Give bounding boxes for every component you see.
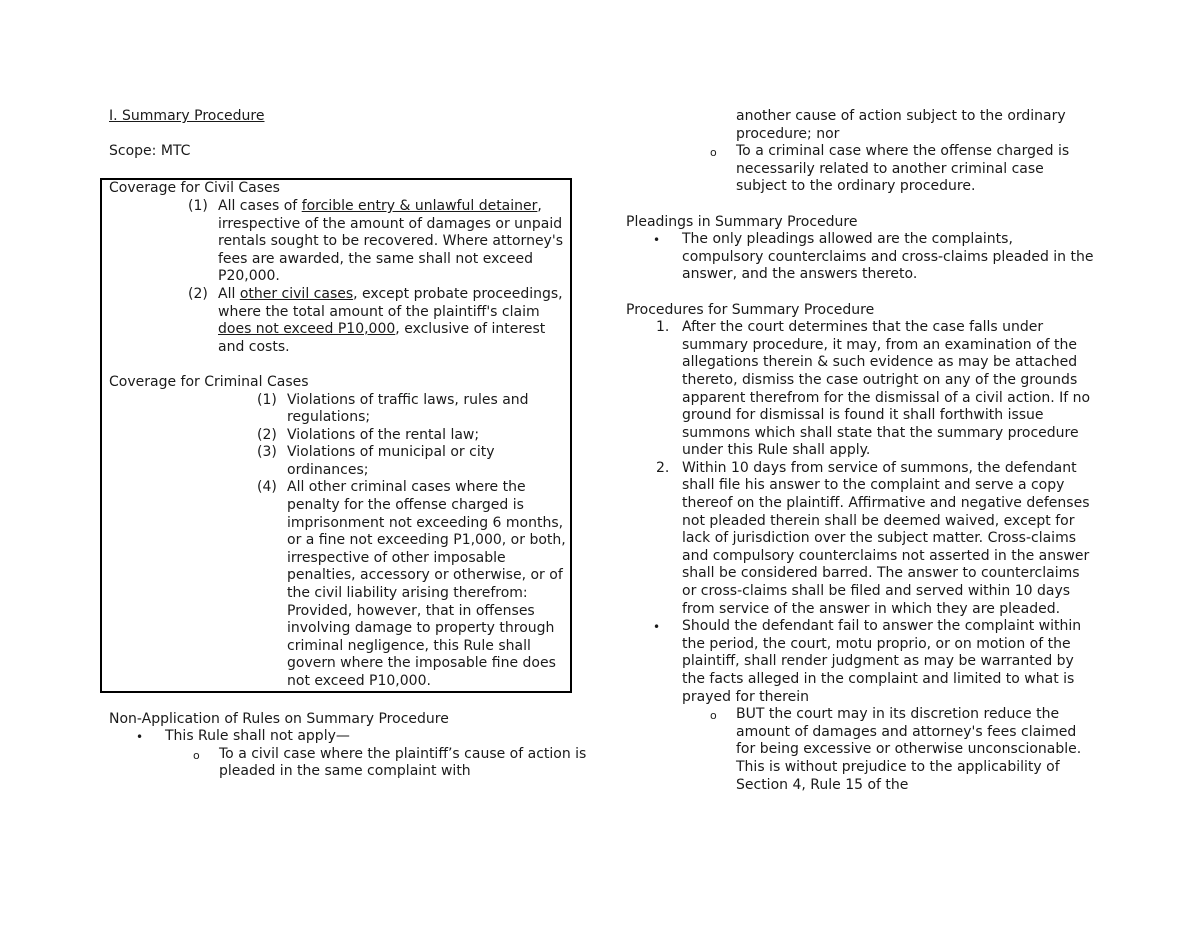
criminal-item-text: Violations of traffic laws, rules and regulations; <box>287 391 529 426</box>
pleadings-bullet <box>626 231 1096 284</box>
procedures-title: Procedures for Summary Procedure <box>626 301 875 318</box>
civil-item-emphasis: other civil cases <box>239 285 354 302</box>
procedure-item-1 <box>626 319 1096 460</box>
criminal-item-4 <box>109 479 570 690</box>
sub-bullet-marker: o <box>710 146 717 160</box>
criminal-item-marker: (1) <box>257 391 277 408</box>
continued-subitem <box>626 108 1096 143</box>
sub-bullet-marker: o <box>193 748 200 762</box>
criminal-item-text: Violations of municipal or city ordinances; <box>287 444 495 478</box>
civil-item-1 <box>109 198 570 286</box>
number-marker: 2. <box>656 459 670 476</box>
section-heading: I. Summary Procedure <box>109 108 265 124</box>
criminal-item-3 <box>109 444 570 479</box>
civil-item-text: , exclusive of interest and costs. <box>218 321 546 355</box>
bullet-marker: • <box>136 730 144 745</box>
number-marker: 1. <box>656 319 670 336</box>
bullet-text: The only pleadings allowed are the complaints, compulsory counterclaims and cross-claims pleaded in the answer, and the answers thereto. <box>682 231 1094 283</box>
civil-item-text: , except probate proceedings, where the total amount of the plaintiff's claim <box>218 285 563 320</box>
bullet-text: Should the defendant fail to answer the complaint within the period, the court, motu proprio, or on motion of the plaintiff, shall render judgment as may be warranted by the facts alleged in the complaint and limited to what is prayed for therein <box>682 618 1082 705</box>
left-column <box>109 108 589 781</box>
bullet-marker: • <box>653 620 661 635</box>
civil-item-text: , irrespective of the amount of damages or unpaid rentals sought to be recovered. Where attorney's fees are awarded, the same shall not exceed P20,000. <box>218 197 563 285</box>
criminal-item-marker: (2) <box>257 426 277 443</box>
procedure-text: Within 10 days from service of summons, the defendant shall file his answer to the complaint and serve a copy thereof on the plaintiff. Affirmative and negative defenses not pleaded therein shall be deemed waived, except for lack of jurisdiction over the subject matter. Cross-claims and compulsory counterclaims not asserted in the answer shall be considered barred. The answer to counterclaims or cross-claims shall be filed and served within 10 days from service of the answer in which they are pleaded. <box>682 459 1090 617</box>
sub-bullet-marker: o <box>710 709 717 723</box>
civil-item-marker: (2) <box>188 285 208 302</box>
coverage-box <box>100 178 572 692</box>
non-application-title: Non-Application of Rules on Summary Procedure <box>109 710 449 727</box>
criminal-item-2 <box>109 427 570 445</box>
criminal-item-marker: (3) <box>257 444 277 461</box>
criminal-coverage-title: Coverage for Criminal Cases <box>109 373 309 390</box>
discretion-subitem <box>626 706 1096 794</box>
civil-item-text: All <box>218 285 240 302</box>
sub-bullet-text: To a civil case where the plaintiff’s cause of action is pleaded in the same complaint with <box>219 745 587 780</box>
criminal-item-1 <box>109 392 570 427</box>
civil-item-2 <box>109 286 570 356</box>
default-judgment-bullet <box>626 618 1096 706</box>
bullet-text: This Rule shall not apply— <box>165 728 350 745</box>
criminal-item-text: All other criminal cases where the penalty for the offense charged is imprisonment not exceeding 6 months, or a fine not exceeding P1,000, or both, irrespective of other imposable penalties, accessory or otherwise, or of the civil liability arising therefrom: Provided, however, that in offenses involving damage to property through criminal negligence, this Rule shall govern where the imposable fine does not exceed P10,000. <box>287 479 566 689</box>
continued-text: another cause of action subject to the ordinary procedure; nor <box>736 108 1066 142</box>
non-application-subitem <box>109 746 589 781</box>
civil-coverage-title: Coverage for Civil Cases <box>109 180 280 197</box>
bullet-marker: • <box>653 233 661 248</box>
civil-item-marker: (1) <box>188 197 208 214</box>
pleadings-title: Pleadings in Summary Procedure <box>626 213 858 230</box>
procedure-text: After the court determines that the case falls under summary procedure, it may, from an examination of the allegations therein & such evidence as may be attached thereto, dismiss the case outright on any of the grounds apparent therefrom for the dismissal of a civil action. If no ground for dismissal is found it shall forthwith issue summons which shall state that the summary procedure under this Rule shall apply. <box>682 319 1091 459</box>
civil-item-text: All cases of <box>218 197 302 214</box>
criminal-item-text: Violations of the rental law; <box>287 426 480 443</box>
criminal-item-marker: (4) <box>257 479 277 496</box>
right-column <box>626 108 1096 794</box>
scope-line: Scope: MTC <box>109 143 191 160</box>
civil-item-emphasis: forcible entry & unlawful detainer <box>301 197 538 214</box>
sub-bullet-text: BUT the court may in its discretion reduce the amount of damages and attorney's fees claimed for being excessive or otherwise unconscionable. This is without prejudice to the applicability of Section 4, Rule 15 of the <box>736 706 1082 793</box>
civil-item-emphasis: does not exceed P10,000 <box>218 321 396 338</box>
sub-bullet-text: To a criminal case where the offense charged is necessarily related to another criminal case subject to the ordinary procedure. <box>736 143 1070 195</box>
criminal-exception-subitem <box>626 143 1096 196</box>
non-application-bullet <box>109 728 589 746</box>
procedure-item-2 <box>626 460 1096 618</box>
